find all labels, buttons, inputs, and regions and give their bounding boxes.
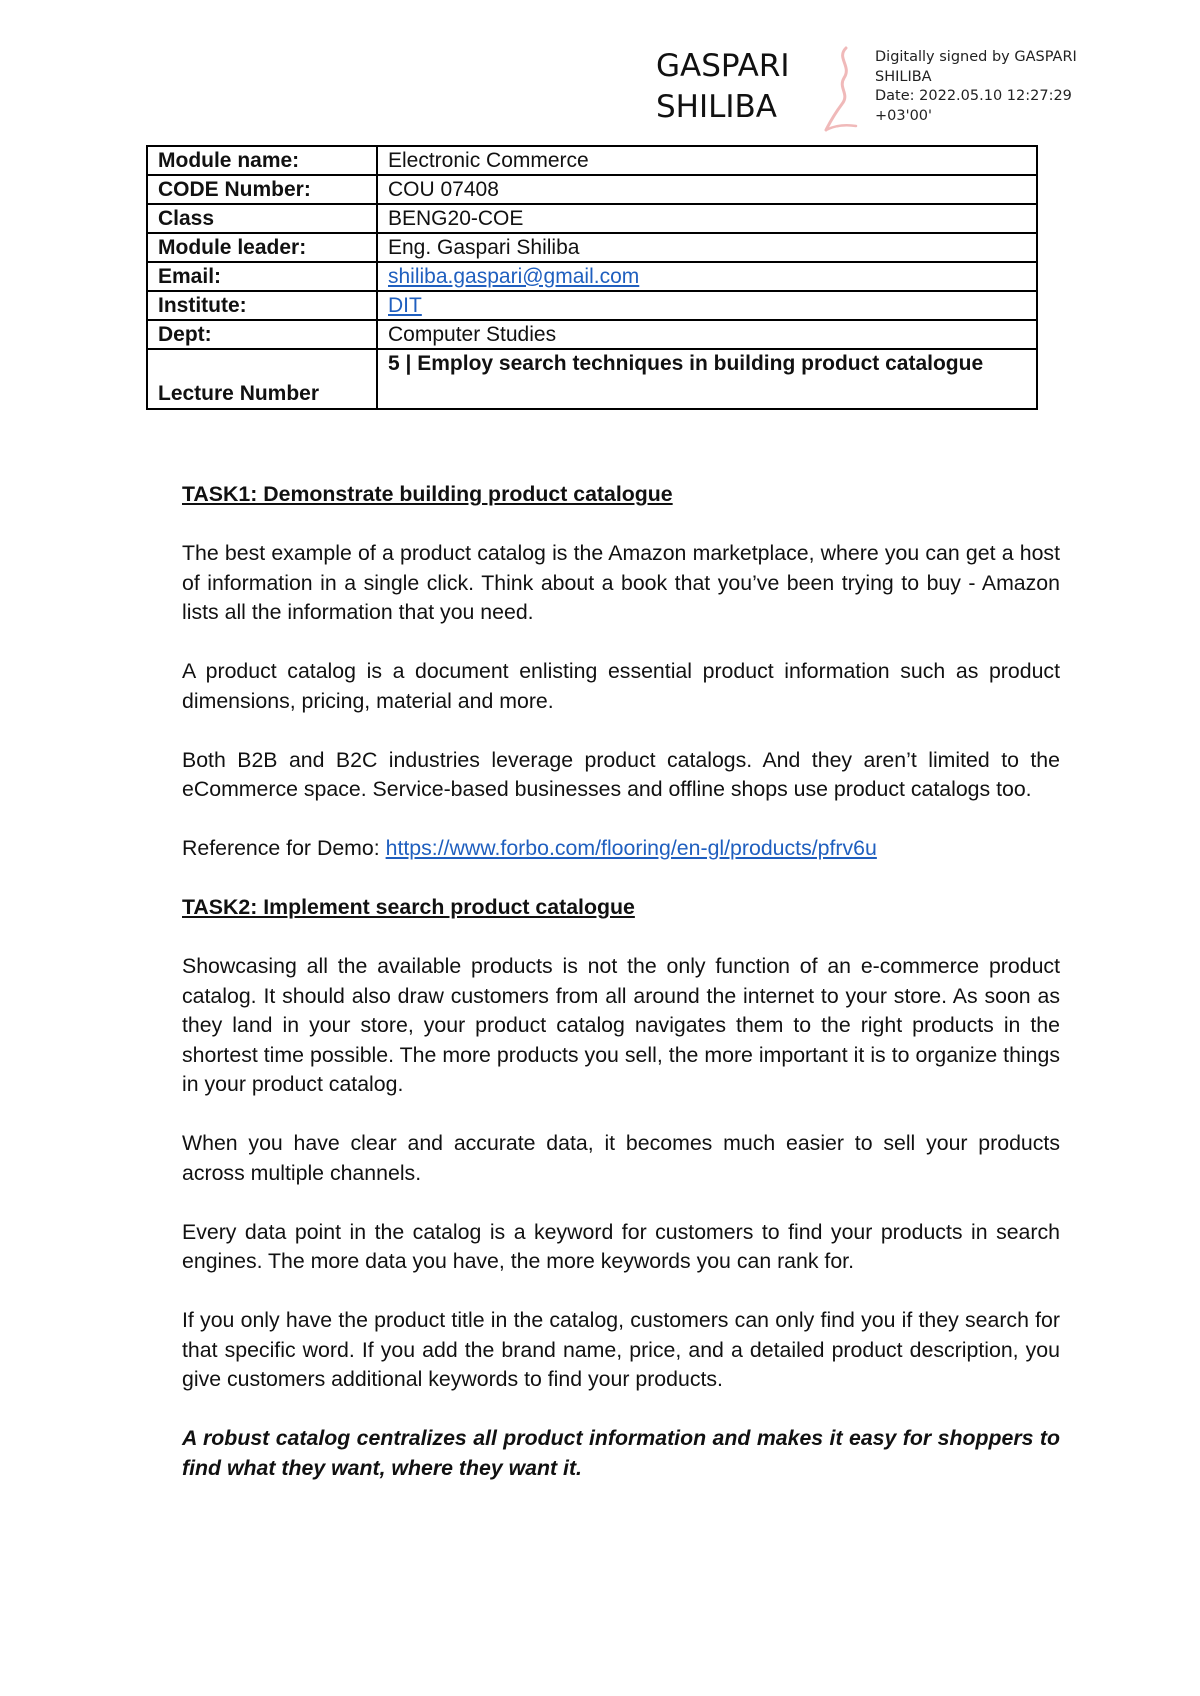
signature-info-line1: Digitally signed by GASPARI [875, 49, 1077, 65]
dept-label: Dept: [147, 320, 377, 349]
code-number-label: CODE Number: [147, 175, 377, 204]
email-label: Email: [147, 262, 377, 291]
reference-label: Reference for Demo: [182, 836, 380, 860]
task1-paragraph-2: A product catalog is a document enlisting essential product information such as product dimensions, pricing, material and more. [182, 659, 1060, 713]
conclusion-text: A robust catalog centralizes all product information and makes it easy for shoppers to find what they want, where they want it. [182, 1426, 1060, 1480]
table-row [147, 291, 1037, 320]
module-info-table [146, 145, 1038, 410]
module-leader-label: Module leader: [147, 233, 377, 262]
dept-value: Computer Studies [377, 320, 1037, 349]
table-row [147, 349, 1037, 409]
reference-line [182, 834, 1060, 864]
institute-cell [377, 291, 1037, 320]
table-row [147, 320, 1037, 349]
task2-paragraph-4: If you only have the product title in the catalog, customers can only find you if they search for that specific word. If you add the brand name, price, and a detailed product description, you give customers additional keywords to find your products. [182, 1308, 1060, 1391]
document-body [182, 480, 1060, 1513]
email-cell [377, 262, 1037, 291]
code-number-value: COU 07408 [377, 175, 1037, 204]
module-leader-value: Eng. Gaspari Shiliba [377, 233, 1037, 262]
task1-paragraph-1: The best example of a product catalog is the Amazon marketplace, where you can get a host of information in a single click. Think about a book that you’ve been trying to buy - Amazon lists all the information that you need. [182, 541, 1060, 624]
task2-heading: TASK2: Implement search product catalogue [182, 895, 635, 919]
signature-info-line3: Date: 2022.05.10 12:27:29 [875, 88, 1072, 104]
task2-paragraph-1: Showcasing all the available products is not the only function of an e-commerce product catalog. It should also draw customers from all around the internet to your store. As soon as they land in your store, your product catalog navigates them to the right products in the shortest time possible. The more products you sell, the more important it is to organize things in your product catalog. [182, 954, 1060, 1096]
signature-mark-icon [822, 44, 862, 134]
institute-label: Institute: [147, 291, 377, 320]
table-row [147, 204, 1037, 233]
signature-name-line1: GASPARI [656, 48, 790, 84]
table-row [147, 262, 1037, 291]
module-name-value: Electronic Commerce [377, 146, 1037, 175]
email-link[interactable]: shiliba.gaspari@gmail.com [388, 264, 640, 288]
class-value: BENG20-COE [377, 204, 1037, 233]
table-row [147, 233, 1037, 262]
table-row [147, 146, 1037, 175]
signature-info-line2: SHILIBA [875, 68, 932, 85]
signature-details [875, 48, 1077, 126]
task1-heading: TASK1: Demonstrate building product catalogue [182, 482, 673, 506]
institute-link[interactable]: DIT [388, 293, 422, 317]
signature-name-line2: SHILIBA [656, 89, 778, 125]
lecture-number-label: Lecture Number [147, 349, 377, 409]
signature-name [656, 46, 790, 128]
task2-paragraph-3: Every data point in the catalog is a keyword for customers to find your products in search engines. The more data you have, the more keywords you can rank for. [182, 1219, 1060, 1273]
class-label: Class [147, 204, 377, 233]
reference-link[interactable]: https://www.forbo.com/flooring/en-gl/products/pfrv6u [385, 836, 877, 860]
table-row [147, 175, 1037, 204]
task1-paragraph-3: Both B2B and B2C industries leverage product catalogs. And they aren’t limited to the eCommerce space. Service-based businesses and offline shops use product catalogs too. [182, 747, 1060, 801]
task2-paragraph-2: When you have clear and accurate data, it becomes much easier to sell your products across multiple channels. [182, 1131, 1060, 1185]
module-name-label: Module name: [147, 146, 377, 175]
lecture-number-value: 5 | Employ search techniques in building product catalogue [377, 349, 1037, 409]
signature-info-line4: +03'00' [875, 107, 933, 124]
